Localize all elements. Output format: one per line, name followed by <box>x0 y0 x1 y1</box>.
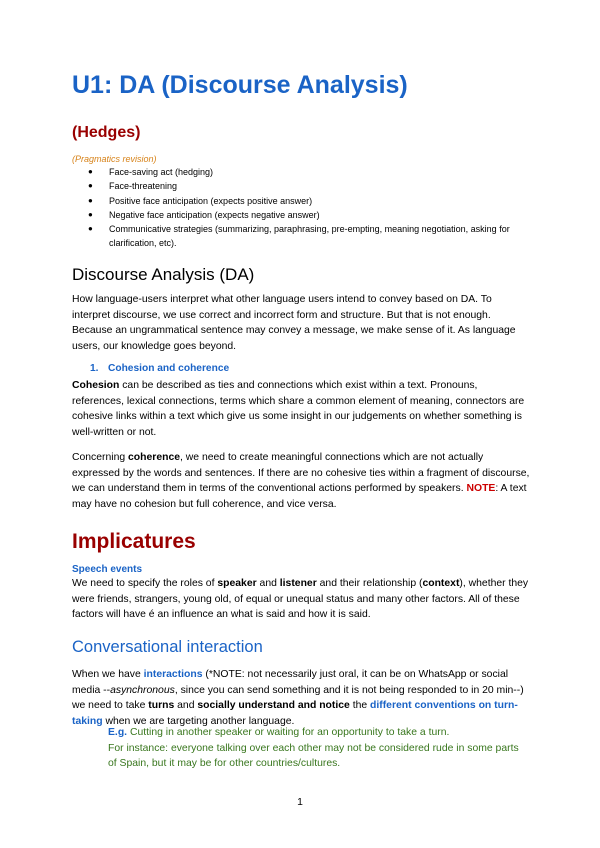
text-run: and <box>256 578 280 589</box>
list-item: ● Positive face anticipation (expects positive answer) <box>109 194 530 208</box>
page-number: 1 <box>297 797 303 808</box>
example-block <box>108 725 530 772</box>
context-term: context <box>422 578 460 589</box>
da-paragraph: How language-users interpret what other language users intend to convey based on DA. To interpret discourse, we use correct and incorrect form and structure. But that is not enough. Because an ungrammatical sentence may convey a message, we make sense of it. As language users, our knowledge goes beyond. <box>72 294 516 352</box>
list-item: ● Communicative strategies (summarizing, paraphrasing, pre-empting, meaning negotiation, asking for clarification, etc). <box>109 222 530 251</box>
pragmatics-subheading: (Pragmatics revision) <box>72 154 157 164</box>
cohesion-paragraph <box>72 378 530 440</box>
coherence-paragraph <box>72 450 530 512</box>
text-run: when we are targeting another language. <box>102 715 295 727</box>
example-text: Cutting in another speaker or waiting for an opportunity to take a turn. <box>127 727 450 738</box>
text-run: , since you can send something and it is not being responded to in 20 min--) we need to take <box>72 684 524 711</box>
text-run: (*NOTE: not necessarily just oral, it can be on WhatsApp or social media -- <box>72 669 509 696</box>
asynchronous-term: asynchronous <box>110 684 175 696</box>
text-run: When we have <box>72 669 144 680</box>
page-title: U1: DA (Discourse Analysis) <box>72 71 408 99</box>
section-number: 1. <box>90 363 99 374</box>
list-item: ● Face-threatening <box>109 179 530 193</box>
text-run: the <box>349 700 371 711</box>
coherence-pre: Concerning <box>72 452 129 463</box>
text-run: We need to specify the roles of <box>72 578 218 589</box>
turns-term: turns <box>148 700 175 711</box>
hedges-heading: (Hedges) <box>72 124 141 141</box>
implicatures-heading: Implicatures <box>72 530 196 553</box>
coherence-term: coherence <box>128 452 181 463</box>
example-label: E.g. <box>108 727 128 738</box>
cohesion-term: Cohesion <box>72 380 120 391</box>
socially-term: socially understand and notice <box>197 700 350 711</box>
example-more: For instance: everyone talking over each other may not be considered rude in some parts of Spain, but it may be for other countries/cultures. <box>108 742 519 769</box>
text-run: ), whether they were friends, strangers, young old, of equal or unequal status and many other factors. All of these factors will have é an influence an what is said and how it is said. <box>72 578 529 620</box>
example-line <box>108 725 530 741</box>
list-item: ● Negative face anticipation (expects negative answer) <box>109 208 530 222</box>
text-run: and their relationship ( <box>316 578 423 589</box>
speaker-term: speaker <box>217 578 257 589</box>
turn-taking-term: different conventions on turn-taking <box>72 700 518 727</box>
da-heading: Discourse Analysis (DA) <box>72 265 255 284</box>
cohesion-section-heading <box>90 363 530 374</box>
cohesion-text: can be described as ties and connections which exist within a text. Pronouns, references, lexical connections, terms which share a common element of meaning, connectors are cohesive links within a text which give us some insight in our judgements on whether something is well-written or not. <box>72 380 525 438</box>
hedges-list <box>80 165 530 251</box>
interactions-term: interactions <box>143 669 203 680</box>
speech-events-heading: Speech events <box>72 564 143 575</box>
list-item: ● Face-saving act (hedging) <box>109 165 530 179</box>
coherence-text: , we need to create meaningful connections which are not actually expressed by the words and sentences. If there are no cohesive ties within a fragment of discourse, we can understand them in terms of the conventional actions performed by speakers. <box>72 452 530 494</box>
listener-term: listener <box>279 578 317 589</box>
speech-events-paragraph <box>72 576 530 623</box>
conversational-paragraph <box>72 667 530 729</box>
conversational-heading: Conversational interaction <box>72 638 263 656</box>
text-run: and <box>174 700 198 711</box>
note-label: NOTE <box>466 483 496 494</box>
section-title: Cohesion and coherence <box>108 363 230 374</box>
note-text: : A text may have no cohesion but full coherence, and vice versa. <box>72 483 527 510</box>
